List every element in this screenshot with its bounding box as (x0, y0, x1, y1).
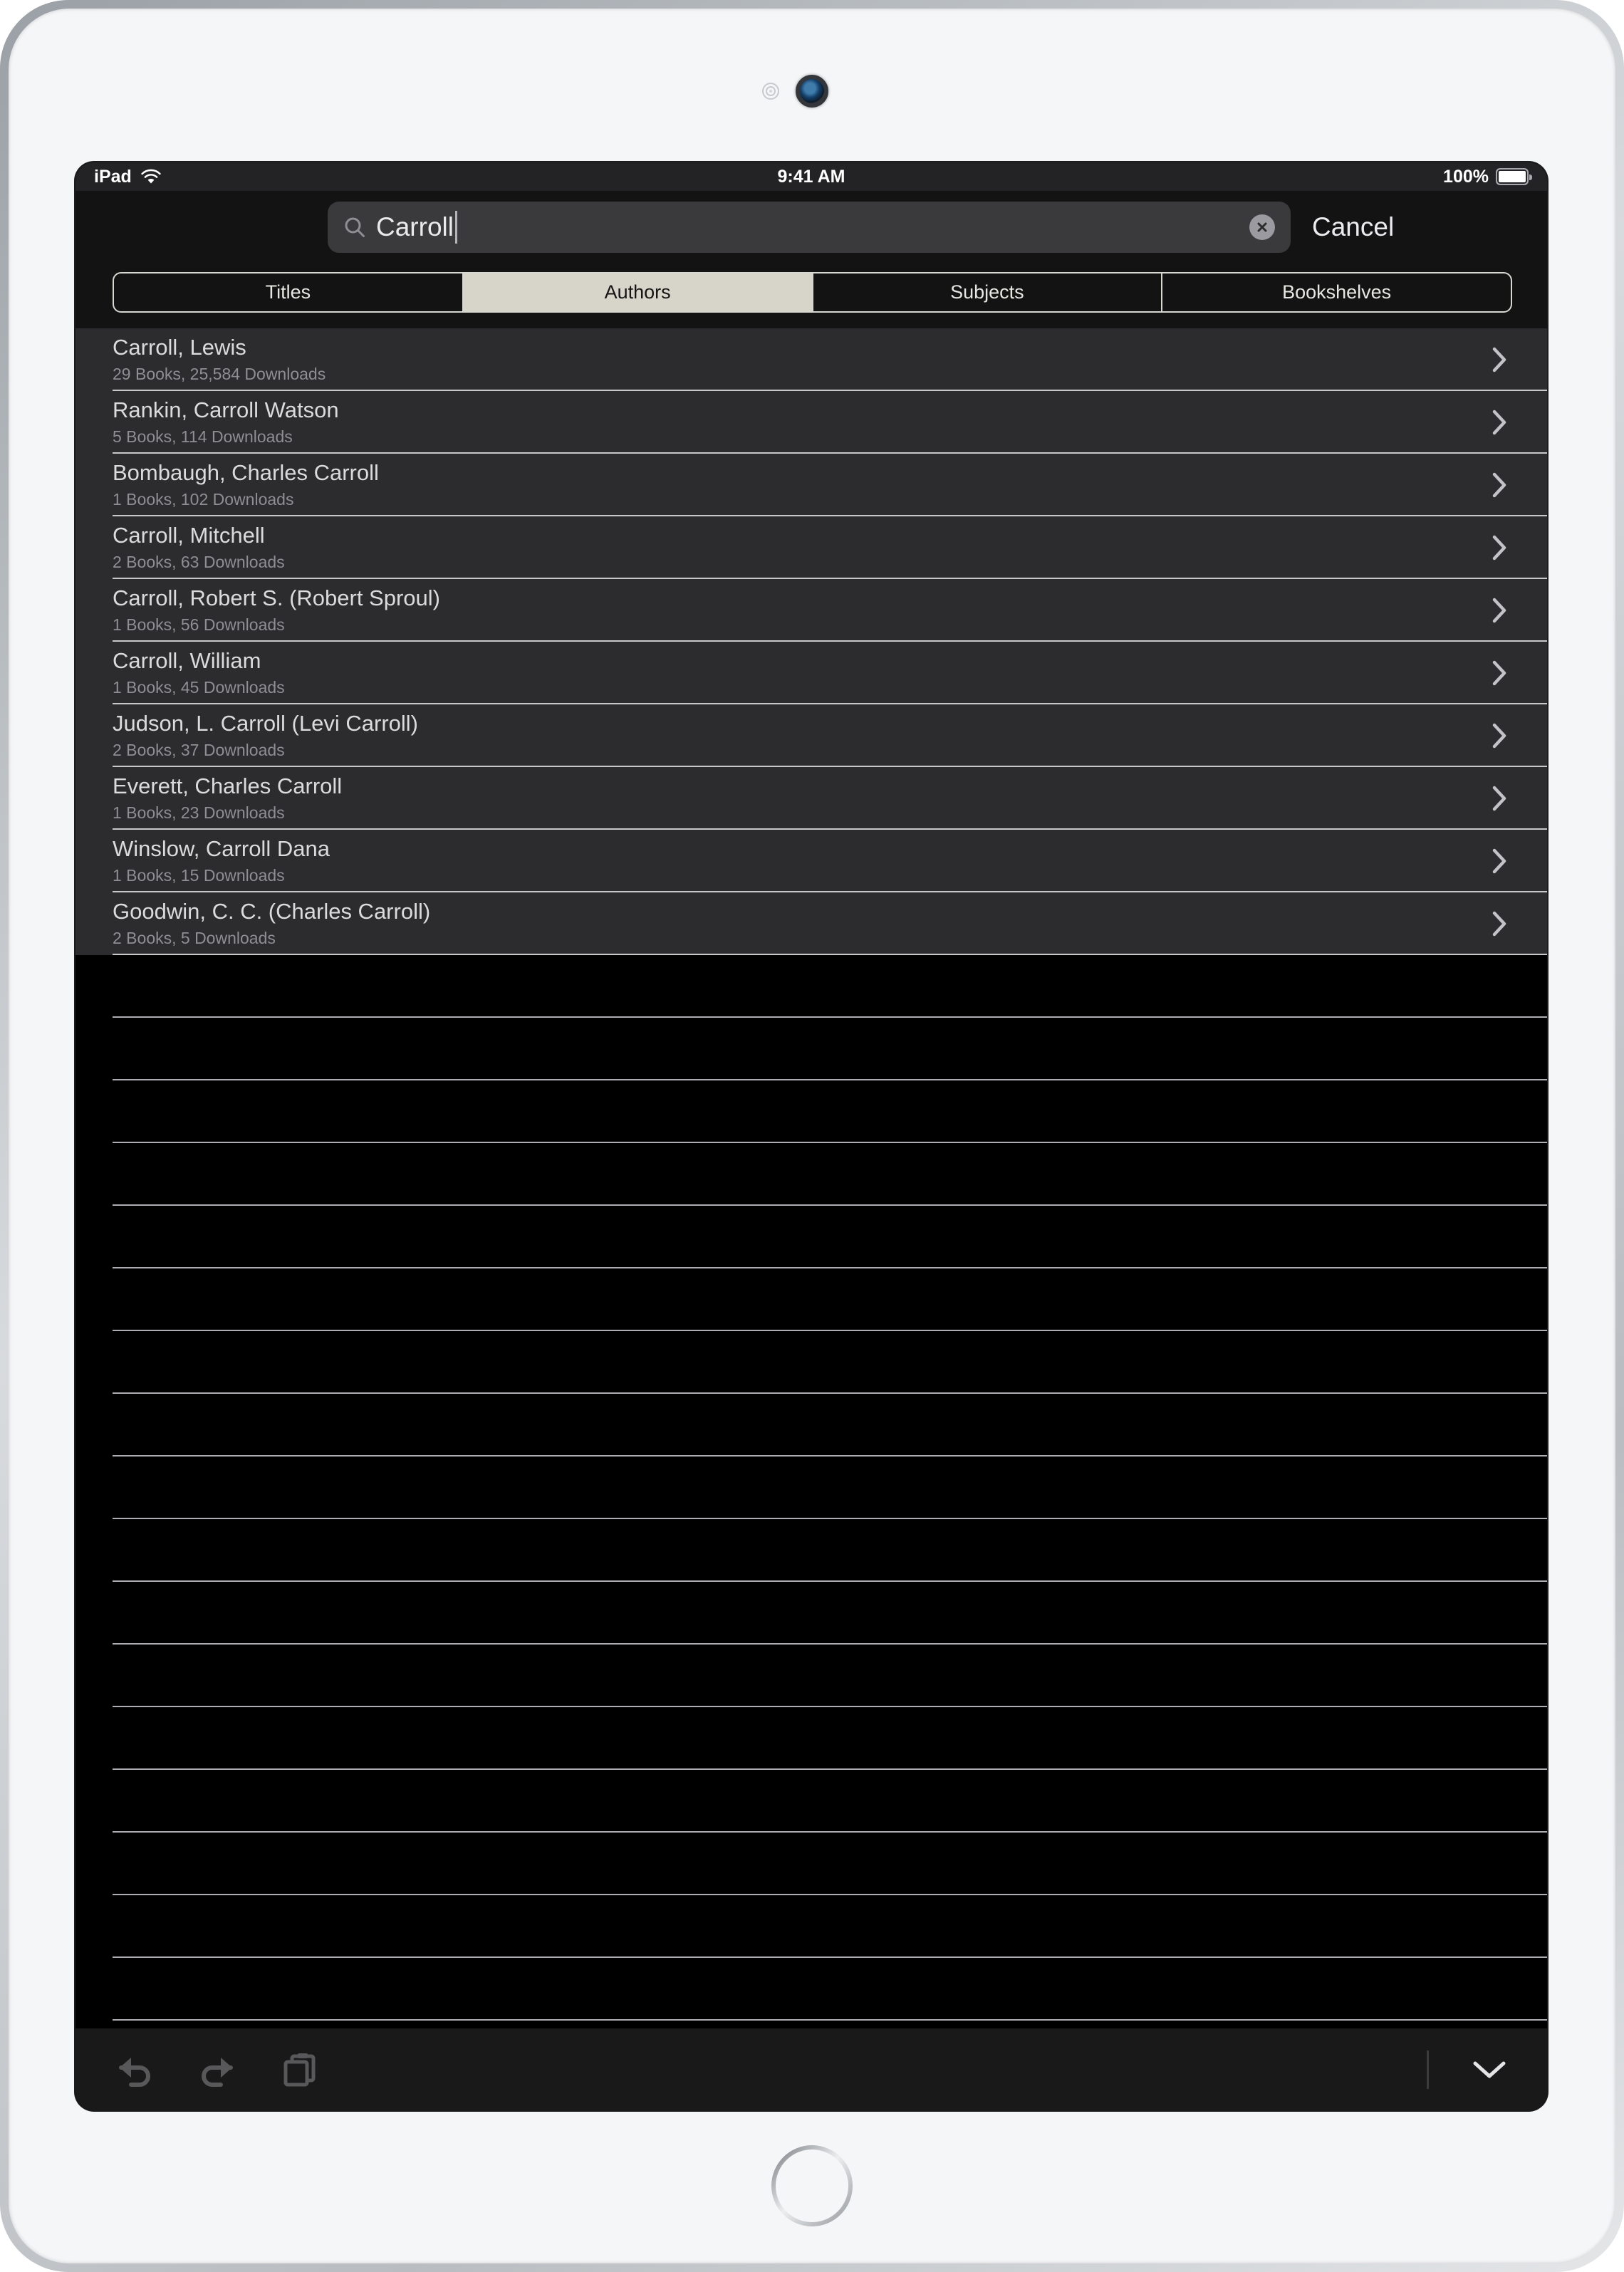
author-result-row[interactable] (76, 892, 1547, 955)
author-stats: 29 Books, 25,584 Downloads (113, 365, 326, 384)
author-name: Bombaugh, Charles Carroll (113, 459, 379, 485)
status-time: 9:41 AM (777, 166, 845, 187)
author-name: Carroll, Mitchell (113, 522, 265, 548)
author-stats: 2 Books, 63 Downloads (113, 553, 285, 572)
paste-icon (281, 2052, 319, 2088)
home-button[interactable] (771, 2145, 853, 2226)
front-camera (796, 75, 828, 108)
author-result-row[interactable] (76, 579, 1547, 642)
search-query-text: Carroll (376, 212, 454, 241)
author-name: Goodwin, C. C. (Charles Carroll) (113, 898, 431, 924)
chevron-right-icon (1492, 534, 1507, 561)
chevron-right-icon (1492, 409, 1507, 436)
author-name: Winslow, Carroll Dana (113, 835, 330, 861)
author-stats: 1 Books, 15 Downloads (113, 866, 285, 885)
dismiss-keyboard-button[interactable] (1472, 2060, 1507, 2080)
author-result-row[interactable] (76, 391, 1547, 454)
author-stats: 2 Books, 37 Downloads (113, 741, 285, 760)
clear-search-button[interactable] (1249, 214, 1275, 240)
chevron-right-icon (1492, 597, 1507, 624)
author-result-row[interactable] (76, 516, 1547, 579)
status-left (94, 167, 393, 187)
chevron-right-icon (1492, 660, 1507, 687)
author-stats: 5 Books, 114 Downloads (113, 427, 293, 447)
chevron-right-icon (1492, 471, 1507, 499)
author-name: Carroll, Robert S. (Robert Sproul) (113, 585, 440, 610)
redo-button[interactable] (198, 2052, 236, 2088)
author-results-list (76, 328, 1547, 955)
author-name: Carroll, Lewis (113, 334, 246, 360)
search-header (76, 191, 1547, 328)
keyboard-toolbar (76, 2028, 1547, 2110)
author-result-row[interactable] (76, 704, 1547, 767)
author-stats: 1 Books, 23 Downloads (113, 803, 285, 823)
tab-subjects[interactable]: Subjects (813, 273, 1163, 311)
undo-button[interactable] (115, 2052, 154, 2088)
chevron-right-icon (1492, 848, 1507, 875)
author-name: Judson, L. Carroll (Levi Carroll) (113, 710, 418, 736)
author-name: Rankin, Carroll Watson (113, 397, 339, 422)
author-result-row[interactable] (76, 642, 1547, 704)
undo-icon (115, 2052, 154, 2088)
author-stats: 2 Books, 5 Downloads (113, 929, 276, 948)
tab-titles[interactable]: Titles (114, 273, 464, 311)
chevron-right-icon (1492, 346, 1507, 373)
battery-percent: 100% (1443, 166, 1489, 187)
battery-icon (1496, 168, 1529, 185)
author-name: Carroll, William (113, 647, 261, 673)
status-bar (76, 162, 1547, 191)
author-stats: 1 Books, 102 Downloads (113, 490, 294, 509)
status-right (1229, 167, 1529, 187)
redo-icon (198, 2052, 236, 2088)
author-result-row[interactable] (76, 767, 1547, 830)
paste-button[interactable] (281, 2052, 319, 2088)
tab-bookshelves[interactable]: Bookshelves (1162, 273, 1511, 311)
empty-rows-area (76, 955, 1547, 2028)
search-input[interactable] (328, 202, 1291, 253)
author-result-row[interactable] (76, 328, 1547, 391)
cancel-button[interactable]: Cancel (1312, 212, 1395, 241)
tab-authors[interactable]: Authors (464, 273, 813, 311)
ambient-sensor (762, 83, 779, 100)
search-row (76, 202, 1547, 253)
author-stats: 1 Books, 56 Downloads (113, 615, 285, 635)
chevron-right-icon (1492, 910, 1507, 937)
wifi-icon (140, 169, 162, 184)
app-screen (76, 162, 1547, 2110)
text-caret (455, 211, 457, 244)
chevron-down-icon (1472, 2060, 1507, 2080)
chevron-right-icon (1492, 785, 1507, 812)
author-name: Everett, Charles Carroll (113, 773, 343, 798)
search-icon (343, 216, 366, 239)
toolbar-divider (1427, 2050, 1429, 2089)
chevron-right-icon (1492, 722, 1507, 749)
carrier-label: iPad (94, 166, 132, 187)
device-bezel (9, 9, 1615, 2263)
author-result-row[interactable] (76, 830, 1547, 892)
author-result-row[interactable] (76, 454, 1547, 516)
author-stats: 1 Books, 45 Downloads (113, 678, 285, 697)
clear-x-icon (1256, 222, 1268, 233)
search-scope-tabs (113, 272, 1512, 313)
